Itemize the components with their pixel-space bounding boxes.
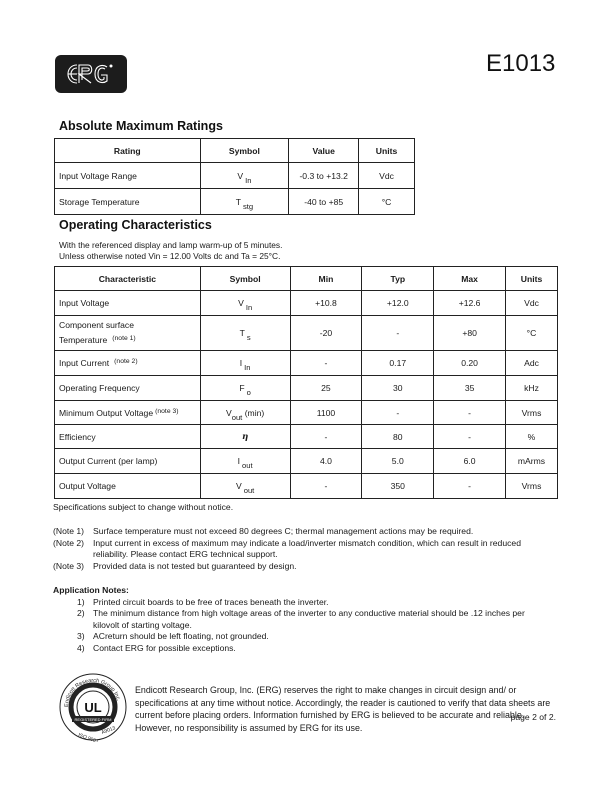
col-header: Units xyxy=(506,267,558,291)
units-cell: kHz xyxy=(506,376,558,401)
application-notes-title: Application Notes: xyxy=(53,585,129,595)
typ-cell: 0.17 xyxy=(362,351,434,376)
max-cell: 6.0 xyxy=(434,449,506,474)
table-row xyxy=(55,376,558,401)
units-cell: Vrms xyxy=(506,474,558,499)
typ-cell: - xyxy=(362,401,434,425)
col-header: Rating xyxy=(55,139,201,163)
symbol-cell: V In xyxy=(200,291,290,316)
units-cell: °C xyxy=(506,316,558,351)
typ-cell: 30 xyxy=(362,376,434,401)
value-cell: -0.3 to +13.2 xyxy=(289,163,359,189)
ul-mark: UL xyxy=(84,700,102,715)
note-item: (Note 2) Input current in excess of maximum may indicate a load/inverter mismatch condition, which can result in reduced reliability. Please contact ERG technical support. xyxy=(53,537,521,559)
units-cell: Vdc xyxy=(359,163,415,189)
characteristic-cell: Output Current (per lamp) xyxy=(55,449,201,474)
typ-cell: - xyxy=(362,316,434,351)
symbol-cell: η xyxy=(200,425,290,449)
intro-line: With the referenced display and lamp warm-up of 5 minutes. xyxy=(59,240,283,250)
units-cell: Vdc xyxy=(506,291,558,316)
symbol-cell: I out xyxy=(200,449,290,474)
table-row xyxy=(55,291,558,316)
notes-list xyxy=(53,526,553,572)
units-cell: °C xyxy=(359,189,415,215)
intro-line: Unless otherwise noted Vin = 12.00 Volts dc and Ta = 25°C. xyxy=(59,251,281,261)
units-cell: % xyxy=(506,425,558,449)
application-note-item: 2) The minimum distance from high voltage areas of the inverter to any conductive material should be .12 inches per kilovolt of starting voltage. xyxy=(77,608,525,630)
page-number: page 2 of 2. xyxy=(510,712,556,722)
col-header: Symbol xyxy=(200,139,289,163)
min-cell: -20 xyxy=(290,316,362,351)
table-row xyxy=(55,474,558,499)
note-item: (Note 3) Provided data is not tested but guaranteed by design. xyxy=(53,560,297,571)
svg-text:A9013: A9013 xyxy=(100,725,117,736)
symbol-cell: F o xyxy=(200,376,290,401)
col-header: Units xyxy=(359,139,415,163)
part-number: E1013 xyxy=(486,50,556,77)
disclaimer: Endicott Research Group, Inc. (ERG) reserves the right to make changes in circuit design and/ or specifications at any time without notice. Accordingly, the reader is cautioned to verify that data sheets are current before placing orders. Information furnished by ERG is believed to be accurate and reliable. However, no responsibility is assumed by ERG for its use. xyxy=(135,685,551,733)
col-header: Value xyxy=(289,139,359,163)
units-cell: Adc xyxy=(506,351,558,376)
ul-iso-seal-icon xyxy=(58,672,128,742)
symbol-cell: V out xyxy=(200,474,290,499)
svg-text:ISO 9001: ISO 9001 xyxy=(77,732,100,742)
characteristic-cell: Efficiency xyxy=(55,425,201,449)
min-cell: 4.0 xyxy=(290,449,362,474)
max-cell: 0.20 xyxy=(434,351,506,376)
characteristic-cell: Operating Frequency xyxy=(55,376,201,401)
symbol-cell: I In xyxy=(200,351,290,376)
units-cell: Vrms xyxy=(506,401,558,425)
characteristic-cell: Output Voltage xyxy=(55,474,201,499)
note-item: (Note 1) Surface temperature must not exceed 80 degrees C; thermal management actions may be required. xyxy=(53,526,474,536)
table-row xyxy=(55,401,558,425)
characteristic-cell: Minimum Output Voltage $^{(note 3)}$ xyxy=(55,401,201,425)
col-header: Characteristic xyxy=(55,267,201,291)
min-cell: +10.8 xyxy=(290,291,362,316)
units-cell: mArms xyxy=(506,449,558,474)
symbol-cell: V In xyxy=(200,163,289,189)
col-header: Max xyxy=(434,267,506,291)
application-note-item: 1) Printed circuit boards to be free of traces beneath the inverter. xyxy=(77,596,329,607)
table-row xyxy=(55,163,415,189)
typ-cell: 5.0 xyxy=(362,449,434,474)
operating-table xyxy=(54,266,558,499)
rating-cell: Input Voltage Range xyxy=(55,163,201,189)
max-cell: - xyxy=(434,401,506,425)
symbol-cell: Vout (min) xyxy=(200,401,290,425)
min-cell: - xyxy=(290,425,362,449)
symbol-cell: T s xyxy=(200,316,290,351)
table-row xyxy=(55,316,558,351)
absolute-max-table xyxy=(54,138,415,215)
table-header-row xyxy=(55,267,558,291)
characteristic-cell: Input Current $^{(note 2)}$ xyxy=(55,351,201,376)
typ-cell: 350 xyxy=(362,474,434,499)
max-cell: - xyxy=(434,425,506,449)
svg-text:Endicott Research Group Inc.: Endicott Research Group Inc. xyxy=(63,677,122,708)
operating-title: Operating Characteristics xyxy=(59,218,212,232)
table-row xyxy=(55,189,415,215)
spec-footnote: Specifications subject to change without notice. xyxy=(53,502,234,512)
symbol-cell: T stg xyxy=(200,189,289,215)
application-notes xyxy=(53,585,553,654)
typ-cell: +12.0 xyxy=(362,291,434,316)
col-header: Typ xyxy=(362,267,434,291)
rating-cell: Storage Temperature xyxy=(55,189,201,215)
erg-logo xyxy=(55,55,127,93)
table-row xyxy=(55,425,558,449)
col-header: Symbol xyxy=(200,267,290,291)
application-note-item: 3) ACreturn should be left floating, not grounded. xyxy=(77,631,269,641)
characteristic-cell: Component surface Temperature $^{(note 1)}$ xyxy=(55,316,201,351)
absolute-max-title: Absolute Maximum Ratings xyxy=(59,119,223,133)
typ-cell: 80 xyxy=(362,425,434,449)
min-cell: - xyxy=(290,351,362,376)
min-cell: 1100 xyxy=(290,401,362,425)
table-header-row xyxy=(55,139,415,163)
min-cell: - xyxy=(290,474,362,499)
characteristic-cell: Input Voltage xyxy=(55,291,201,316)
svg-text:REGISTERED FIRM: REGISTERED FIRM xyxy=(74,717,112,722)
max-cell: 35 xyxy=(434,376,506,401)
max-cell: +12.6 xyxy=(434,291,506,316)
value-cell: -40 to +85 xyxy=(289,189,359,215)
col-header: Min xyxy=(290,267,362,291)
application-note-item: 4) Contact ERG for possible exceptions. xyxy=(77,642,236,653)
max-cell: - xyxy=(434,474,506,499)
min-cell: 25 xyxy=(290,376,362,401)
operating-intro xyxy=(59,240,282,262)
table-row xyxy=(55,449,558,474)
max-cell: +80 xyxy=(434,316,506,351)
table-row xyxy=(55,351,558,376)
